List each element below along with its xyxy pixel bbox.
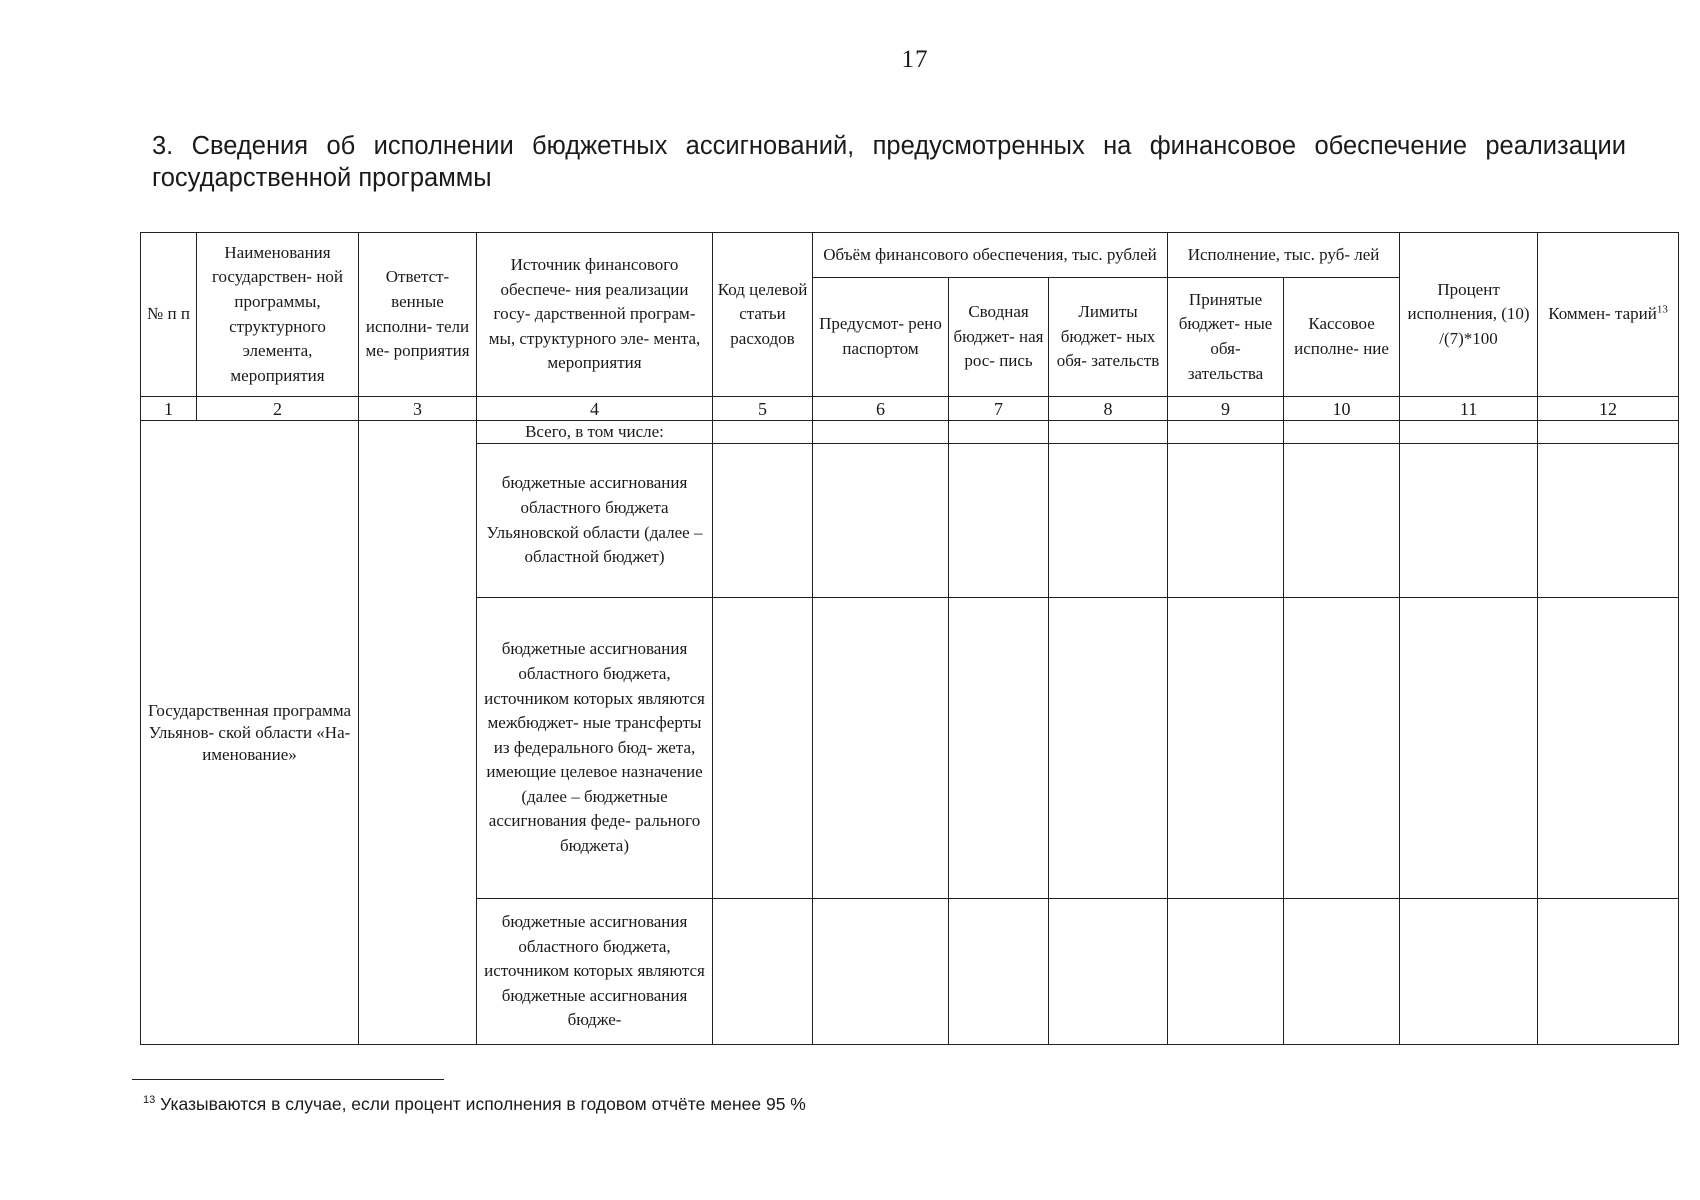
col-num: 9 bbox=[1168, 397, 1284, 421]
col-num: 1 bbox=[141, 397, 197, 421]
footnote bbox=[143, 1092, 806, 1116]
data-cell bbox=[1049, 444, 1168, 598]
col-num: 5 bbox=[713, 397, 813, 421]
data-cell bbox=[1168, 444, 1284, 598]
data-cell bbox=[1538, 598, 1679, 899]
executors-cell bbox=[359, 421, 477, 1045]
col-num: 2 bbox=[197, 397, 359, 421]
header-source: Источник финансового обеспече- ния реализации госу- дарственной програм- мы, структурного эле- мента, мероприятия bbox=[477, 233, 713, 397]
col-num: 4 bbox=[477, 397, 713, 421]
data-cell bbox=[1168, 899, 1284, 1045]
col-num: 11 bbox=[1400, 397, 1538, 421]
data-cell bbox=[813, 444, 949, 598]
column-numbers-row bbox=[141, 397, 1679, 421]
data-cell bbox=[813, 421, 949, 444]
col-num: 10 bbox=[1284, 397, 1400, 421]
data-cell bbox=[1538, 421, 1679, 444]
header-comment bbox=[1538, 233, 1679, 397]
program-name-cell: Государственная программа Ульянов- ской области «На- именование» bbox=[141, 421, 359, 1045]
section-title: 3. Сведения об исполнении бюджетных ассигнований, предусмотренных на финансовое обеспечение реализации государственной программы bbox=[152, 132, 1626, 192]
budget-execution-table bbox=[140, 232, 1679, 1045]
data-cell bbox=[1400, 899, 1538, 1045]
data-cell bbox=[1400, 444, 1538, 598]
data-cell bbox=[713, 598, 813, 899]
data-cell bbox=[1400, 598, 1538, 899]
col-num: 6 bbox=[813, 397, 949, 421]
data-cell bbox=[1284, 444, 1400, 598]
footnote-divider bbox=[132, 1079, 444, 1080]
data-cell bbox=[1538, 899, 1679, 1045]
data-cell bbox=[1538, 444, 1679, 598]
data-cell bbox=[1168, 598, 1284, 899]
header-volume-group: Объём финансового обеспечения, тыс. рублей bbox=[813, 233, 1168, 278]
header-percent: Процент исполнения, (10) /(7)*100 bbox=[1400, 233, 1538, 397]
header-volume-budget: Сводная бюджет- ная рос- пись bbox=[949, 278, 1049, 397]
data-cell bbox=[949, 598, 1049, 899]
data-cell bbox=[813, 899, 949, 1045]
data-cell bbox=[1400, 421, 1538, 444]
source-other-cell: бюджетные ассигнования областного бюджета, источником которых являются бюджетные ассигнования бюдже- bbox=[477, 899, 713, 1045]
header-name: Наименования государствен- ной программы, структурного элемента, мероприятия bbox=[197, 233, 359, 397]
data-cell bbox=[713, 444, 813, 598]
data-cell bbox=[1284, 421, 1400, 444]
header-row-1 bbox=[141, 233, 1679, 278]
source-total-cell: Всего, в том числе: bbox=[477, 421, 713, 444]
data-cell bbox=[1049, 598, 1168, 899]
data-cell bbox=[1284, 598, 1400, 899]
footnote-marker: 13 bbox=[143, 1094, 156, 1107]
data-cell bbox=[813, 598, 949, 899]
data-cell bbox=[1284, 899, 1400, 1045]
footnote-ref: 13 bbox=[1656, 303, 1668, 316]
data-cell bbox=[949, 421, 1049, 444]
header-exec-accepted: Принятые бюджет- ные обя- зательства bbox=[1168, 278, 1284, 397]
header-code: Код целевой статьи расходов bbox=[713, 233, 813, 397]
table-row bbox=[141, 421, 1679, 444]
data-cell bbox=[949, 899, 1049, 1045]
col-num: 3 bbox=[359, 397, 477, 421]
header-num: № п п bbox=[141, 233, 197, 397]
data-cell bbox=[1049, 899, 1168, 1045]
header-volume-limits: Лимиты бюджет- ных обя- зательств bbox=[1049, 278, 1168, 397]
source-regional-cell: бюджетные ассигнования областного бюджета Ульяновской области (далее – областной бюджет) bbox=[477, 444, 713, 598]
data-cell bbox=[1168, 421, 1284, 444]
footnote-text: Указываются в случае, если процент исполнения в годовом отчёте менее 95 % bbox=[160, 1094, 806, 1114]
data-cell bbox=[713, 899, 813, 1045]
col-num: 8 bbox=[1049, 397, 1168, 421]
page-number: 17 bbox=[901, 46, 929, 73]
header-comment-label: Коммен- тарий bbox=[1548, 304, 1657, 324]
col-num: 12 bbox=[1538, 397, 1679, 421]
header-volume-passport: Предусмот- рено паспортом bbox=[813, 278, 949, 397]
col-num: 7 bbox=[949, 397, 1049, 421]
header-executors: Ответст- венные исполни- тели ме- роприятия bbox=[359, 233, 477, 397]
header-exec-cash: Кассовое исполне- ние bbox=[1284, 278, 1400, 397]
data-cell bbox=[949, 444, 1049, 598]
header-exec-group: Исполнение, тыс. руб- лей bbox=[1168, 233, 1400, 278]
data-cell bbox=[1049, 421, 1168, 444]
data-cell bbox=[713, 421, 813, 444]
source-federal-cell: бюджетные ассигнования областного бюджета, источником которых являются межбюджет- ные трансферты из федерального бюд- жета, имеющие целевое назначение (далее – бюджетные ассигнования феде- рального бюджета) bbox=[477, 598, 713, 899]
page-break-mask bbox=[130, 1061, 1690, 1069]
